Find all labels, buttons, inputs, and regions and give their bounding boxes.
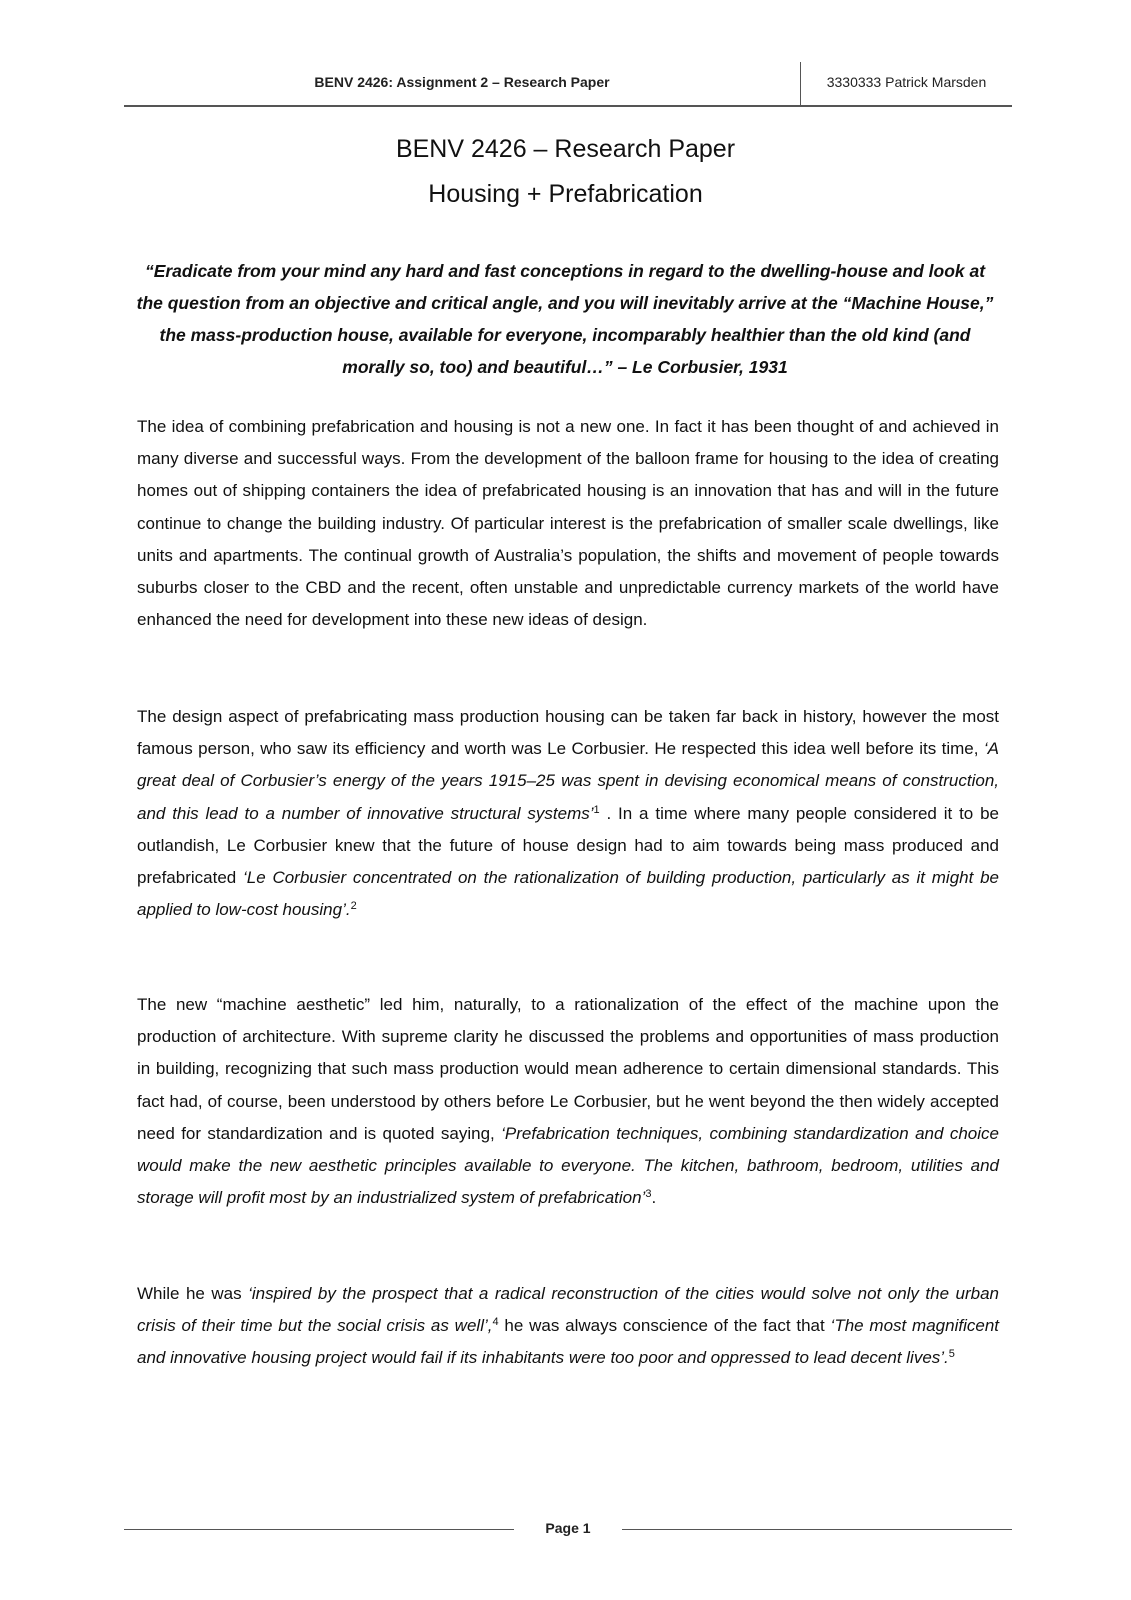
footnote-ref[interactable]: 3 — [645, 1188, 652, 1201]
paragraph-4 — [137, 1278, 999, 1375]
paragraph-text: The new “machine aesthetic” led him, naturally, to a rationalization of the effect of the machine upon the production of architecture. With supreme clarity he discussed the problems and opportunities of mass production in building, recognizing that such mass production would mean adherence to certain dimensional standards. This fact had, of course, been understood by others before Le Corbusier, but he went beyond the then widely accepted need for standardization and is quoted saying, — [137, 995, 999, 1143]
page-header — [124, 62, 1012, 106]
paragraph-2 — [137, 701, 999, 926]
footnote-ref[interactable]: 1 — [593, 803, 600, 816]
inline-quote: ‘The most magnificent and innovative housing project would fail if its inhabitants were too poor and oppressed to lead decent lives’. — [137, 1316, 999, 1368]
inline-quote: ‘inspired by the prospect that a radical reconstruction of the cities would solve not only the urban crisis of their time but the social crisis as well’, — [137, 1284, 999, 1336]
paragraph-text: he was always conscience of the fact that — [498, 1316, 831, 1336]
paragraph-3 — [137, 989, 999, 1214]
footnote-ref[interactable]: 4 — [492, 1316, 499, 1329]
epigraph-quote: “Eradicate from your mind any hard and fast conceptions in regard to the dwelling-house and look at the question from an objective and critical angle, and you will inevitably arrive at the “Machine House,” the mass-production house, available for everyone, incomparably healthier than the old kind (and morally so, too) and beautiful…” – Le Corbusier, 1931 — [136, 261, 994, 377]
paragraph-1: The idea of combining prefabrication and housing is not a new one. In fact it has been thought of and achieved in many diverse and successful ways. From the development of the balloon frame for housing to the idea of creating homes out of shipping containers the idea of prefabricated housing is an innovation that has and will in the future continue to change the building industry. Of particular interest is the prefabrication of smaller scale dwellings, like units and apartments. The continual growth of Australia’s population, the shifts and movement of people towards suburbs closer to the CBD and the recent, often unstable and unpredictable currency markets of the world have enhanced the need for development into these new ideas of design. — [137, 417, 999, 630]
paragraph-text: The design aspect of prefabricating mass production housing can be taken far back in history, however the most famous person, who saw its efficiency and worth was Le Corbusier. He respected this idea well before its time, — [137, 707, 999, 759]
paragraph-text: While he was — [137, 1284, 249, 1303]
header-rule — [124, 105, 1012, 107]
footnote-ref[interactable]: 2 — [350, 900, 357, 913]
inline-quote: ‘Le Corbusier concentrated on the rationalization of building production, particularly as it might be applied to low-cost housing’. — [137, 868, 1000, 920]
inline-quote: ‘Prefabrication techniques, combining standardization and choice would make the new aesthetic principles available to everyone. The kitchen, bathroom, bedroom, utilities and storage will profit most by an industrialized system of prefabrication’ — [137, 1123, 999, 1208]
header-course-title: BENV 2426: Assignment 2 – Research Paper — [314, 74, 610, 90]
document-subtitle: Housing + Prefabrication — [428, 180, 703, 208]
paragraph-text: . In a time where many people considered it to be outlandish, Le Corbusier knew that the future of house design had to aim towards being mass produced and prefabricated — [137, 803, 999, 888]
page-number: Page 1 — [545, 1520, 591, 1536]
header-author: 3330333 Patrick Marsden — [826, 74, 987, 90]
inline-quote: ‘A great deal of Corbusier’s energy of the years 1915–25 was spent in devising economical means of construction, and this lead to a number of innovative structural systems’ — [137, 739, 999, 823]
footnote-ref[interactable]: 5 — [948, 1348, 955, 1361]
document-title: BENV 2426 – Research Paper — [395, 135, 736, 163]
footer-rule-right — [622, 1529, 1012, 1530]
page-footer — [124, 1518, 1012, 1542]
paragraph-text: . — [651, 1188, 657, 1208]
